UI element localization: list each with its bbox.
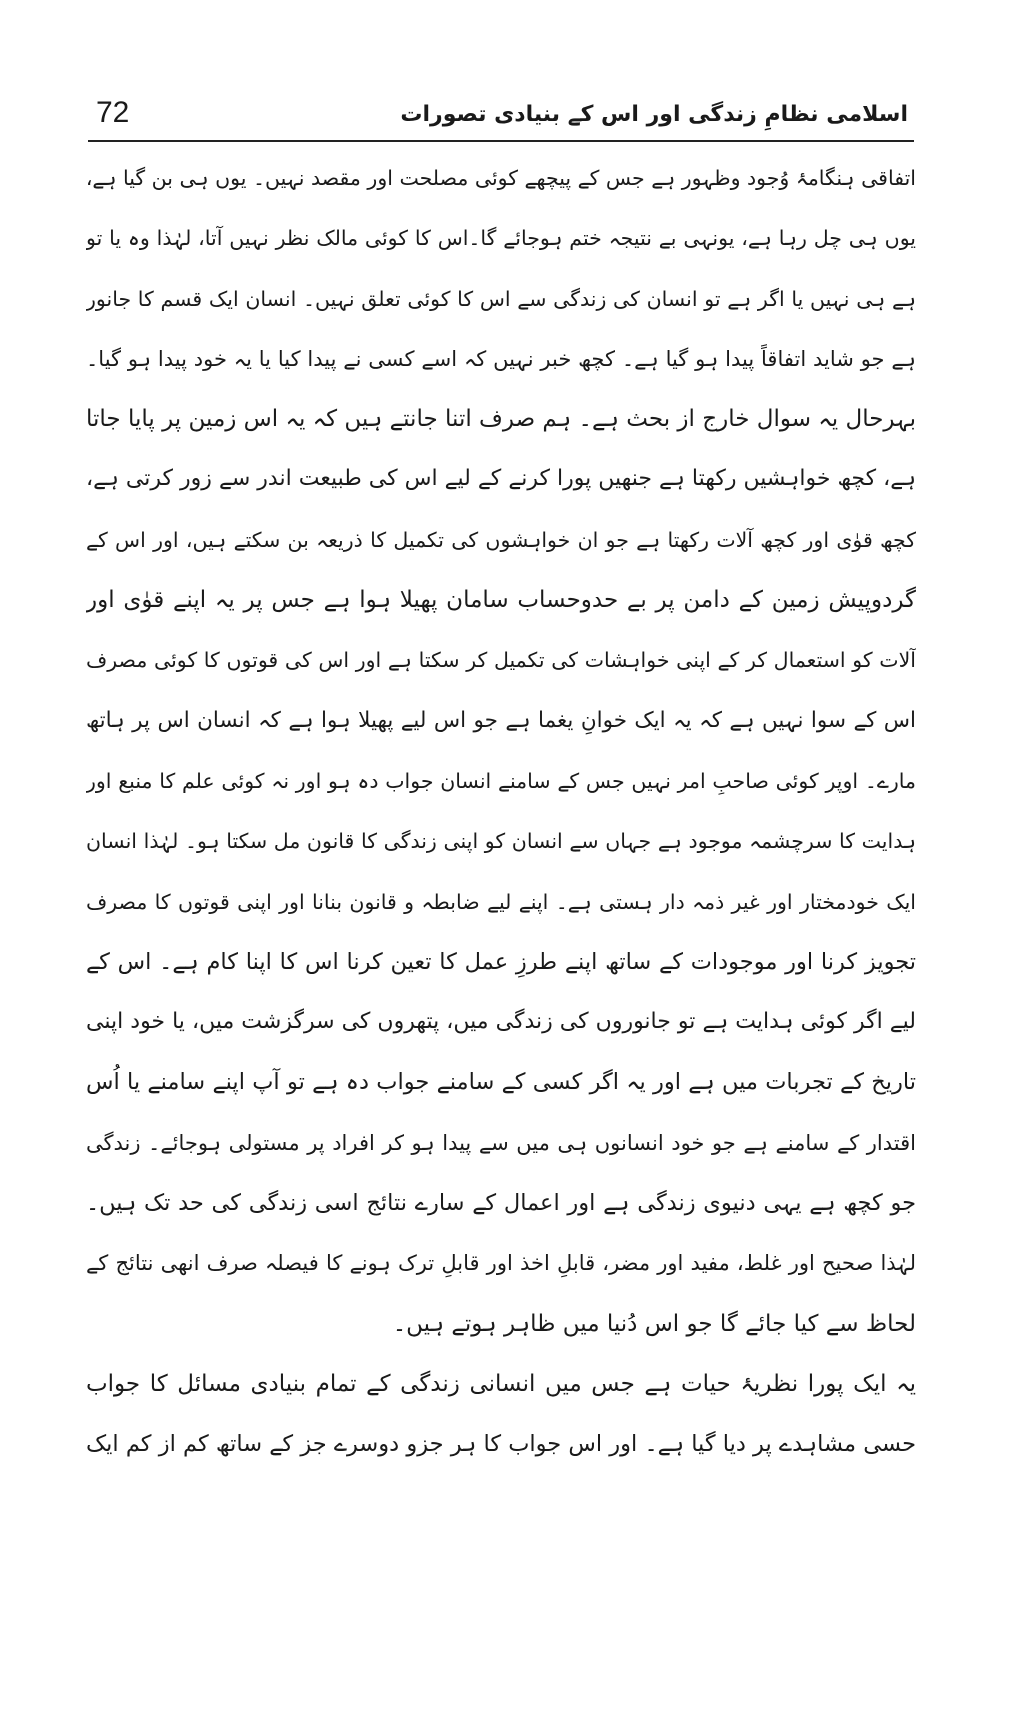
- text-line: حسی مشاہدے پر دیا گیا ہے۔ اور اس جواب کا ہر جزو دوسرے جز کے ساتھ کم از کم ایک: [86, 1431, 916, 1458]
- text-line: یہ ایک پورا نظریۂ حیات ہے جس میں انسانی زندگی کے تمام بنیادی مسائل کا جواب: [86, 1370, 916, 1397]
- text-line: کچھ قوٰی اور کچھ آلات رکھتا ہے جو ان خواہشوں کی تکمیل کا ذریعہ بن سکتے ہیں، اور اس کے: [86, 527, 916, 552]
- text-line: بہرحال یہ سوال خارج از بحث ہے۔ ہم صرف اتنا جانتے ہیں کہ یہ اس زمین پر پایا جاتا: [86, 406, 916, 433]
- text-line: لیے اگر کوئی ہدایت ہے تو جانوروں کی زندگی میں، پتھروں کی سرگزشت میں، یا خود اپنی: [86, 1009, 916, 1035]
- text-line: جو کچھ ہے یہی دنیوی زندگی ہے اور اعمال کے سارے نتائج اسی زندگی کی حد تک ہیں۔: [86, 1190, 916, 1217]
- running-title: اسلامی نظامِ زندگی اور اس کے بنیادی تصورات: [400, 102, 908, 127]
- text-line: یوں ہی چل رہا ہے، یونہی بے نتیجہ ختم ہوجائے گا۔اس کا کوئی مالک نظر نہیں آتا، لہٰذا وہ یا تو: [86, 226, 916, 251]
- body-text: [86, 148, 916, 1475]
- text-line: ہدایت کا سرچشمہ موجود ہے جہاں سے انسان کو اپنی زندگی کا قانون مل سکتا ہو۔ لہٰذا انسان: [86, 829, 916, 854]
- text-line: اقتدار کے سامنے ہے جو خود انسانوں ہی میں سے پیدا ہو کر افراد پر مستولی ہوجائے۔ زندگی: [86, 1130, 916, 1155]
- paragraph-end-line: لحاظ سے کیا جائے گا جو اس دُنیا میں ظاہر ہوتے ہیں۔: [392, 1310, 916, 1337]
- text-line: ایک خودمختار اور غیر ذمہ دار ہستی ہے۔ اپنے لیے ضابطہ و قانون بنانا اور اپنی قوتوں کا مصرف: [86, 889, 916, 914]
- text-line: اس کے سوا نہیں ہے کہ یہ ایک خوانِ یغما ہے جو اس لیے پھیلا ہوا ہے کہ انسان اس پر ہاتھ: [86, 707, 916, 733]
- text-line: ہے ہی نہیں یا اگر ہے تو انسان کی زندگی سے اس کا کوئی تعلق نہیں۔ انسان ایک قسم کا جانور: [86, 286, 916, 311]
- text-line: تاریخ کے تجربات میں ہے اور یہ اگر کسی کے سامنے جواب دہ ہے تو آپ اپنے سامنے یا اُس: [86, 1069, 916, 1096]
- text-line: گردوپیش زمین کے دامن پر بے حدوحساب سامان پھیلا ہوا ہے جس پر یہ اپنے قوٰی اور: [86, 587, 916, 614]
- text-line: آلات کو استعمال کر کے اپنی خواہشات کی تکمیل کر سکتا ہے اور اس کی قوتوں کا کوئی مصرف: [86, 648, 916, 673]
- text-line: ہے، کچھ خواہشیں رکھتا ہے جنھیں پورا کرنے کے لیے اس کی طبیعت اندر سے زور کرتی ہے،: [86, 466, 916, 492]
- page-header: [88, 92, 914, 142]
- text-line: تجویز کرنا اور موجودات کے ساتھ اپنے طرزِ عمل کا تعین کرنا اس کا اپنا کام ہے۔ اس کے: [86, 948, 916, 975]
- page-number: 72: [96, 96, 130, 129]
- text-line: ہے جو شاید اتفاقاً پیدا ہو گیا ہے۔ کچھ خبر نہیں کہ اسے کسی نے پیدا کیا یا یہ خود پیدا ہو گیا۔: [86, 346, 916, 371]
- text-line: اتفاقی ہنگامۂ وُجود وظہور ہے جس کے پیچھے کوئی مصلحت اور مقصد نہیں۔ یوں ہی بن گیا ہے،: [86, 166, 916, 190]
- text-line: مارے۔ اوپر کوئی صاحبِ امر نہیں جس کے سامنے انسان جواب دہ ہو اور نہ کوئی علم کا منبع اور: [86, 768, 916, 793]
- text-line: لہٰذا صحیح اور غلط، مفید اور مضر، قابلِ اخذ اور قابلِ ترک ہونے کا فیصلہ صرف انھی نتائج کے: [86, 1251, 916, 1276]
